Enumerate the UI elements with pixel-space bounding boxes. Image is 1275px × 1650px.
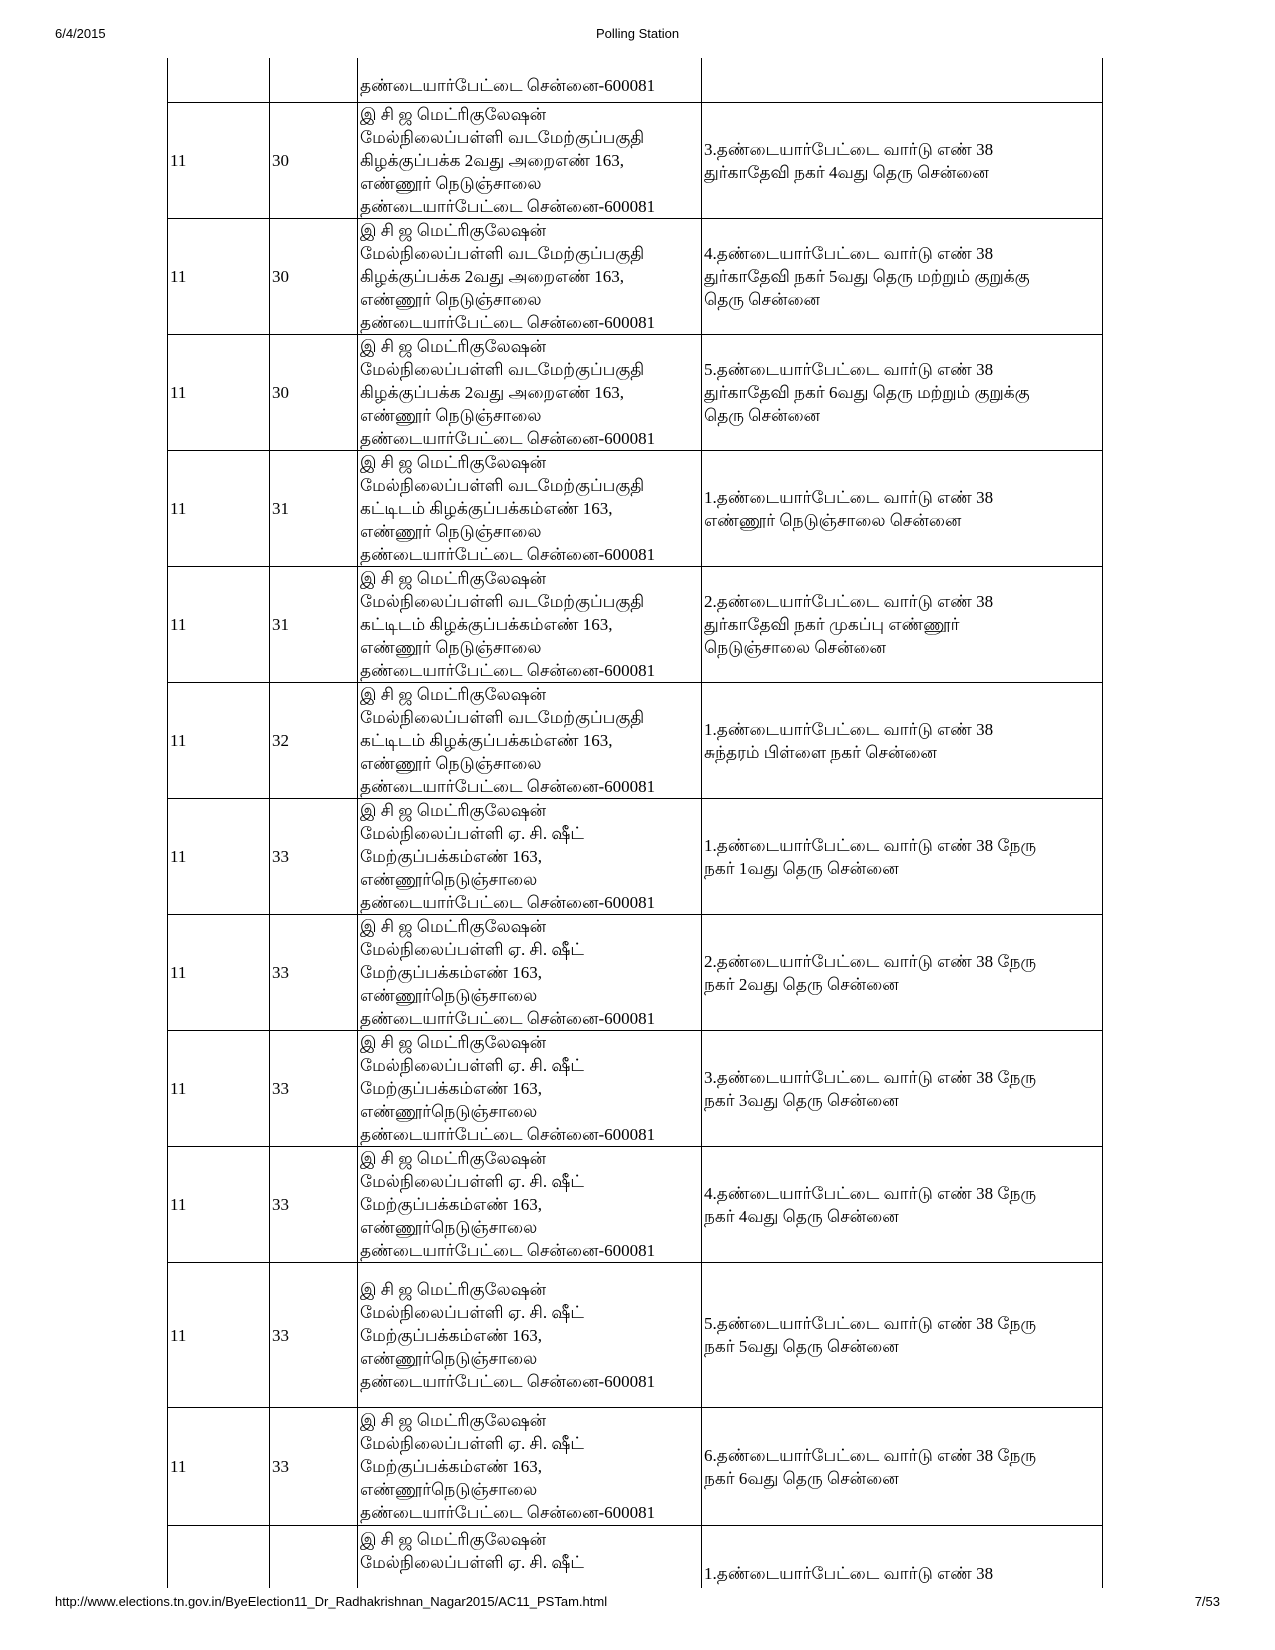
station-number-cell <box>270 799 358 915</box>
address-line: எண்ணூர்நெடுஞ்சாலை <box>360 1102 538 1121</box>
ac-number: 11 <box>170 499 187 518</box>
station-address-cell <box>358 683 702 799</box>
station-number: 32 <box>272 731 289 750</box>
polling-station-table <box>167 58 1103 1588</box>
address-line: எண்ணூர் நெடுஞ்சாலை <box>360 522 542 541</box>
polling-area-text: 4.தண்டையார்பேட்டை வார்டு எண் 38 துர்காதேவி நகர் 5வது தெரு மற்றும் குறுக்கு தெரு சென்னை <box>704 244 1030 309</box>
polling-area-text: 3.தண்டையார்பேட்டை வார்டு எண் 38 நேரு நகர் 3வது தெரு சென்னை <box>704 1067 1037 1110</box>
address-line: தண்டையார்பேட்டை சென்னை-600081 <box>360 777 656 796</box>
address-line: எண்ணூர் நெடுஞ்சாலை <box>360 174 542 193</box>
station-number-cell <box>270 219 358 335</box>
ac-number-cell <box>168 451 270 567</box>
station-number-cell <box>270 1263 358 1408</box>
station-number: 33 <box>272 1079 289 1098</box>
ac-number: 11 <box>170 963 187 982</box>
header-date: 6/4/2015 <box>55 26 106 41</box>
station-address-cell <box>358 451 702 567</box>
ac-number-cell <box>168 103 270 219</box>
station-number-cell <box>270 451 358 567</box>
address-line: மேல்நிலைப்பள்ளி ஏ. சி. ஷீட் <box>360 1056 584 1075</box>
polling-area-cell <box>702 1263 1103 1408</box>
address-line: இ சி ஜ மெட்ரிகுலேஷன் <box>360 105 547 124</box>
address-line: இ சி ஜ மெட்ரிகுலேஷன் <box>360 569 547 588</box>
ac-number-cell <box>168 58 270 103</box>
address-line: இ சி ஜ மெட்ரிகுலேஷன் <box>360 1279 547 1299</box>
station-number: 33 <box>272 847 289 866</box>
polling-area-cell <box>702 1526 1103 1589</box>
polling-area-cell <box>702 799 1103 915</box>
polling-area-text: 1.தண்டையார்பேட்டை வார்டு எண் 38 சுந்தரம் பிள்ளை நகர் சென்னை <box>704 719 994 762</box>
address-line: இ சி ஜ மெட்ரிகுலேஷன் <box>360 1530 547 1549</box>
table-row <box>168 799 1103 915</box>
address-line: மேல்நிலைப்பள்ளி ஏ. சி. ஷீட் <box>360 940 584 959</box>
polling-area-text: 5.தண்டையார்பேட்டை வார்டு எண் 38 நேரு நகர் 5வது தெரு சென்னை <box>704 1314 1037 1356</box>
address-line: தண்டையார்பேட்டை சென்னை-600081 <box>360 661 656 680</box>
address-line: எண்ணூர் நெடுஞ்சாலை <box>360 290 542 309</box>
station-number: 33 <box>272 1195 289 1214</box>
ac-number: 11 <box>170 151 187 170</box>
station-address-cell <box>358 103 702 219</box>
footer-url: http://www.elections.tn.gov.in/ByeElection11_Dr_Radhakrishnan_Nagar2015/AC11_PSTam.html <box>55 1594 608 1609</box>
table-row <box>168 1263 1103 1408</box>
address-line: மேல்நிலைப்பள்ளி ஏ. சி. ஷீட் <box>360 824 584 843</box>
ac-number: 11 <box>170 1325 187 1345</box>
station-number-cell <box>270 683 358 799</box>
address-line: எண்ணூர்நெடுஞ்சாலை <box>360 986 538 1005</box>
address-line: மேற்குப்பக்கம்எண் 163, <box>360 1457 542 1476</box>
ac-number-cell <box>168 1526 270 1589</box>
station-address-cell <box>358 1526 702 1589</box>
address-line: கிழக்குப்பக்க 2வது அறைஎண் 163, <box>360 151 624 170</box>
address-line: மேல்நிலைப்பள்ளி வடமேற்குப்பகுதி <box>360 360 645 379</box>
polling-area-cell <box>702 915 1103 1031</box>
address-line: எண்ணூர்நெடுஞ்சாலை <box>360 1348 538 1368</box>
ac-number-cell <box>168 1147 270 1263</box>
address-line: இ சி ஜ மெட்ரிகுலேஷன் <box>360 1149 547 1168</box>
address-line: தண்டையார்பேட்டை சென்னை-600081 <box>360 1009 656 1028</box>
ac-number-cell <box>168 567 270 683</box>
station-number-cell <box>270 1031 358 1147</box>
polling-area-cell <box>702 451 1103 567</box>
ac-number-cell <box>168 1263 270 1408</box>
address-line: கிழக்குப்பக்க 2வது அறைஎண் 163, <box>360 383 624 402</box>
ac-number: 11 <box>170 1195 187 1214</box>
station-address-cell <box>358 335 702 451</box>
polling-area-cell <box>702 58 1103 103</box>
station-number: 33 <box>272 1325 289 1345</box>
station-address-cell <box>358 219 702 335</box>
table-row-partial-bottom <box>168 1526 1103 1589</box>
address-line: மேல்நிலைப்பள்ளி ஏ. சி. ஷீட் <box>360 1302 584 1322</box>
address-line: மேல்நிலைப்பள்ளி ஏ. சி. ஷீட் <box>360 1434 584 1453</box>
polling-area-cell <box>702 683 1103 799</box>
station-address-cell <box>358 1147 702 1263</box>
polling-area-text: 4.தண்டையார்பேட்டை வார்டு எண் 38 நேரு நகர் 4வது தெரு சென்னை <box>704 1183 1037 1226</box>
ac-number-cell <box>168 335 270 451</box>
address-line: மேல்நிலைப்பள்ளி ஏ. சி. ஷீட் <box>360 1172 584 1191</box>
table-row <box>168 1147 1103 1263</box>
ac-number: 11 <box>170 731 187 750</box>
station-number-cell <box>270 335 358 451</box>
address-line: மேல்நிலைப்பள்ளி வடமேற்குப்பகுதி <box>360 244 645 263</box>
station-address-cell <box>358 567 702 683</box>
ac-number: 11 <box>170 1079 187 1098</box>
ac-number-cell <box>168 1031 270 1147</box>
polling-area-cell <box>702 1031 1103 1147</box>
table-row <box>168 335 1103 451</box>
polling-area-cell <box>702 103 1103 219</box>
table-row <box>168 915 1103 1031</box>
address-line: தண்டையார்பேட்டை சென்னை-600081 <box>360 1241 656 1260</box>
polling-area-cell <box>702 1147 1103 1263</box>
station-number: 31 <box>272 615 289 634</box>
station-number-cell <box>270 915 358 1031</box>
table-row <box>168 219 1103 335</box>
station-number: 31 <box>272 499 289 518</box>
address-line: கிழக்குப்பக்க 2வது அறைஎண் 163, <box>360 267 624 286</box>
station-number-cell <box>270 103 358 219</box>
page-title: Polling Station <box>595 26 680 41</box>
address-line: மேல்நிலைப்பள்ளி வடமேற்குப்பகுதி <box>360 708 645 727</box>
polling-area-text: 2.தண்டையார்பேட்டை வார்டு எண் 38 நேரு நகர் 2வது தெரு சென்னை <box>704 951 1037 994</box>
station-address-cell <box>358 915 702 1031</box>
polling-area-text: 1.தண்டையார்பேட்டை வார்டு எண் 38 <box>704 1564 994 1583</box>
address-line: மேற்குப்பக்கம்எண் 163, <box>360 847 542 866</box>
station-address-cell <box>358 799 702 915</box>
ac-number: 11 <box>170 267 187 286</box>
address-line: எண்ணூர் நெடுஞ்சாலை <box>360 638 542 657</box>
address-line: மேல்நிலைப்பள்ளி வடமேற்குப்பகுதி <box>360 128 645 147</box>
table-row <box>168 103 1103 219</box>
address-line: தண்டையார்பேட்டை சென்னை-600081 <box>360 76 656 95</box>
address-line: மேற்குப்பக்கம்எண் 163, <box>360 1195 542 1214</box>
ac-number: 11 <box>170 383 187 402</box>
polling-area-text: 3.தண்டையார்பேட்டை வார்டு எண் 38 துர்காதேவி நகர் 4வது தெரு சென்னை <box>704 139 994 182</box>
address-line: இ சி ஜ மெட்ரிகுலேஷன் <box>360 1033 547 1052</box>
address-line: எண்ணூர் நெடுஞ்சாலை <box>360 754 542 773</box>
polling-area-text: 5.தண்டையார்பேட்டை வார்டு எண் 38 துர்காதேவி நகர் 6வது தெரு மற்றும் குறுக்கு தெரு சென்னை <box>704 360 1030 425</box>
polling-area-cell <box>702 219 1103 335</box>
ac-number-cell <box>168 219 270 335</box>
polling-table-body <box>168 58 1103 1588</box>
address-line: கட்டிடம் கிழக்குப்பக்கம்எண் 163, <box>360 499 613 518</box>
station-number: 30 <box>272 383 289 402</box>
ac-number-cell <box>168 683 270 799</box>
polling-area-text: 2.தண்டையார்பேட்டை வார்டு எண் 38 துர்காதேவி நகர் முகப்பு எண்ணூர் நெடுஞ்சாலை சென்னை <box>704 592 994 657</box>
station-address-cell <box>358 1263 702 1408</box>
table-row <box>168 1031 1103 1147</box>
polling-area-cell <box>702 335 1103 451</box>
station-address-cell <box>358 58 702 103</box>
address-line: தண்டையார்பேட்டை சென்னை-600081 <box>360 313 656 332</box>
address-line: கட்டிடம் கிழக்குப்பக்கம்எண் 163, <box>360 731 613 750</box>
table-row <box>168 683 1103 799</box>
address-line: இ சி ஜ மெட்ரிகுலேஷன் <box>360 453 547 472</box>
polling-area-cell <box>702 567 1103 683</box>
address-line: எண்ணூர்நெடுஞ்சாலை <box>360 870 538 889</box>
ac-number: 11 <box>170 847 187 866</box>
address-line: கட்டிடம் கிழக்குப்பக்கம்எண் 163, <box>360 615 613 634</box>
ac-number-cell <box>168 799 270 915</box>
address-line: மேல்நிலைப்பள்ளி வடமேற்குப்பகுதி <box>360 592 645 611</box>
address-line: தண்டையார்பேட்டை சென்னை-600081 <box>360 545 656 564</box>
station-number: 33 <box>272 1457 289 1476</box>
address-line: இ சி ஜ மெட்ரிகுலேஷன் <box>360 801 547 820</box>
station-number: 33 <box>272 963 289 982</box>
address-line: இ சி ஜ மெட்ரிகுலேஷன் <box>360 337 547 356</box>
ac-number: 11 <box>170 615 187 634</box>
ac-number: 11 <box>170 1457 187 1476</box>
address-line: மேற்குப்பக்கம்எண் 163, <box>360 1325 542 1345</box>
station-number: 30 <box>272 267 289 286</box>
address-line: தண்டையார்பேட்டை சென்னை-600081 <box>360 1371 656 1391</box>
footer-page-number: 7/53 <box>1194 1594 1220 1609</box>
polling-area-cell <box>702 1408 1103 1526</box>
address-line: தண்டையார்பேட்டை சென்னை-600081 <box>360 893 656 912</box>
station-address-cell <box>358 1408 702 1526</box>
station-number-cell <box>270 1408 358 1526</box>
station-number-cell <box>270 1526 358 1589</box>
table-row-partial-top <box>168 58 1103 103</box>
station-number: 30 <box>272 151 289 170</box>
polling-area-text: 1.தண்டையார்பேட்டை வார்டு எண் 38 நேரு நகர் 1வது தெரு சென்னை <box>704 835 1037 878</box>
table-row <box>168 1408 1103 1526</box>
station-number-cell <box>270 58 358 103</box>
address-line: இ சி ஜ மெட்ரிகுலேஷன் <box>360 917 547 936</box>
address-line: இ சி ஜ மெட்ரிகுலேஷன் <box>360 221 547 240</box>
table-row <box>168 567 1103 683</box>
address-line: தண்டையார்பேட்டை சென்னை-600081 <box>360 1125 656 1144</box>
station-number-cell <box>270 1147 358 1263</box>
ac-number-cell <box>168 1408 270 1526</box>
address-line: மேல்நிலைப்பள்ளி ஏ. சி. ஷீட் <box>360 1553 584 1572</box>
address-line: எண்ணூர் நெடுஞ்சாலை <box>360 406 542 425</box>
address-line: எண்ணூர்நெடுஞ்சாலை <box>360 1480 538 1499</box>
address-line: தண்டையார்பேட்டை சென்னை-600081 <box>360 197 656 216</box>
table-row <box>168 451 1103 567</box>
station-address-cell <box>358 1031 702 1147</box>
address-line: மேற்குப்பக்கம்எண் 163, <box>360 963 542 982</box>
address-line: தண்டையார்பேட்டை சென்னை-600081 <box>360 429 656 448</box>
polling-area-text: 6.தண்டையார்பேட்டை வார்டு எண் 38 நேரு நகர் 6வது தெரு சென்னை <box>704 1445 1037 1488</box>
ac-number-cell <box>168 915 270 1031</box>
address-line: தண்டையார்பேட்டை சென்னை-600081 <box>360 1503 656 1522</box>
address-line: மேற்குப்பக்கம்எண் 163, <box>360 1079 542 1098</box>
address-line: எண்ணூர்நெடுஞ்சாலை <box>360 1218 538 1237</box>
address-line: இ சி ஜ மெட்ரிகுலேஷன் <box>360 685 547 704</box>
station-number-cell <box>270 567 358 683</box>
address-line: இ சி ஜ மெட்ரிகுலேஷன் <box>360 1411 547 1430</box>
address-line: மேல்நிலைப்பள்ளி வடமேற்குப்பகுதி <box>360 476 645 495</box>
polling-area-text: 1.தண்டையார்பேட்டை வார்டு எண் 38 எண்ணூர் நெடுஞ்சாலை சென்னை <box>704 487 994 530</box>
